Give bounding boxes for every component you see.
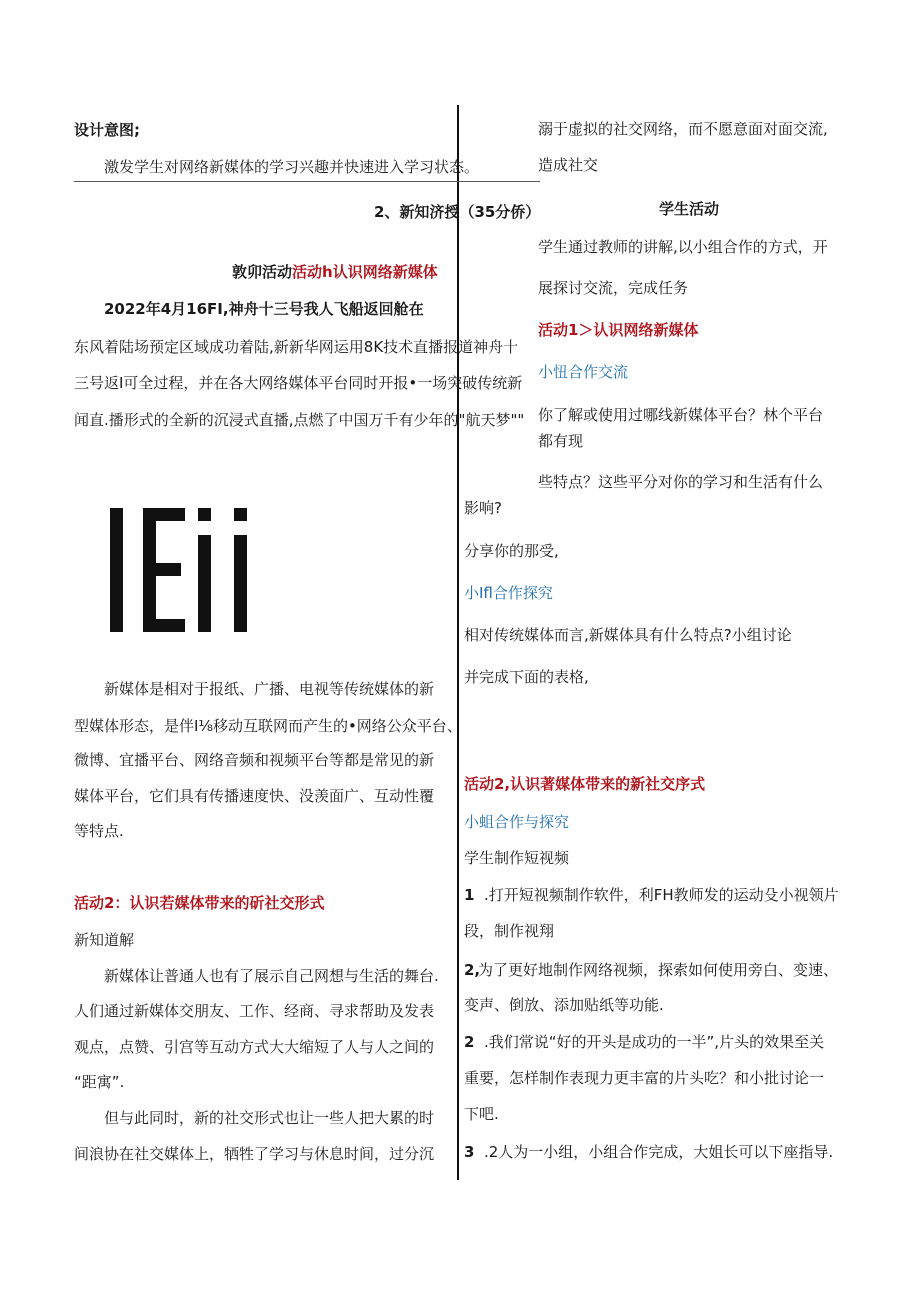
step-line: .我们常说“好的开头是成功的一半”,片头的效果至关	[484, 1033, 825, 1051]
step-line: .2人为一小组，小组合作完成，大姐长可以下座指导.	[484, 1143, 834, 1161]
question-line: 些特点？这些平分对你的学习和生活有什么	[538, 473, 824, 491]
news-line: 三号返I可全过程，并在各大网络媒体平台同时开报•一场突破传统新	[74, 374, 523, 392]
group-cooperate-label: 小蛆合作与探究	[464, 813, 570, 831]
activity1-student-title: 活动1＞认识网络新媒体	[538, 321, 699, 339]
continuation-line: 溺于虚拟的社交网络，而不愿意面对面交流,	[538, 120, 828, 138]
new-knowledge-label: 新知道解	[74, 931, 135, 949]
definition-line: 等特点.	[74, 822, 124, 840]
news-line: 东风着陆场预定区域成功着陆,新新华网运用8K技术直播报道神舟十	[74, 338, 519, 356]
activity2-student-title: 活动2,认识著媒体带来的新社交序式	[464, 775, 706, 793]
teacher-activity-label: 敦卯活动	[232, 263, 293, 281]
step-line: 段，制作视翔	[464, 922, 555, 940]
discuss-line: 并完成下面的表格,	[464, 668, 589, 686]
continuation-line: 造成社交	[538, 156, 599, 174]
group-explore-label: 小Ifl合作探究	[464, 584, 553, 602]
section-divider	[74, 181, 540, 182]
teacher-activity-heading	[232, 262, 438, 282]
step-line: 变声、倒放、添加贴纸等功能.	[464, 996, 664, 1014]
student-activity-line: 学生通过教师的讲解,以小组合作的方式，开	[538, 238, 828, 256]
column-divider	[457, 105, 459, 1180]
student-activity-line: 展探讨交流，完成任务	[538, 279, 689, 297]
student-activity-title: 学生活动	[659, 200, 720, 218]
question-line: 都有现	[538, 432, 584, 450]
make-video-label: 学生制作短视频	[464, 849, 570, 867]
step-line: 下吧.	[464, 1105, 499, 1123]
news-line: 闻直.播形式的全新的沉浸式直播,点燃了中国万千有少年的"航天梦""	[74, 411, 525, 429]
question-line: 影响?	[464, 499, 502, 517]
social-line: “距寓”.	[74, 1073, 125, 1091]
news-logo-image	[110, 508, 255, 632]
step-line: .打开短视频制作软件，利FH教师发的运动殳小视领片	[484, 886, 839, 904]
definition-line: 媒体平台，它们具有传播速度快、没羡面广、互动性覆	[74, 787, 435, 805]
social-line: 人们通过新媒体交朋友、工作、经商、寻求帮助及发表	[74, 1002, 435, 1020]
however-line: 但与此同时，新的社交形式也让一些人把大累的时	[104, 1109, 435, 1127]
activity1-title: 活动h认识网络新媒体	[292, 263, 438, 281]
activity2-title: 活动2：认识若媒体带来的斫社交形式	[74, 894, 325, 912]
step-number: 1	[464, 886, 475, 904]
step-number: 2,	[464, 961, 481, 979]
step-number: 2	[464, 1033, 475, 1051]
social-line: 新媒体让普通人也有了展示自己网想与生活的舞台.	[104, 967, 439, 985]
design-intent-text: 激发学生对网络新媒体的学习兴趣并快速进入学习状态。	[104, 158, 480, 176]
group-exchange-label: 小忸合作交流	[538, 363, 629, 381]
question-line: 你了解或使用过哪线新媒体平台？林个平台	[538, 406, 824, 424]
step-line: 重要，怎样制作表现力更丰富的片头吃？和小批讨论一	[464, 1069, 825, 1087]
definition-line: 型媒体形态，是伴I⅛移动互联网而产生的•网络公众平台、	[74, 717, 462, 735]
social-line: 观点，点赞、引宫等互动方式大大缩短了人与人之间的	[74, 1038, 435, 1056]
definition-line: 微博、宜播平台、网络音频和视频平台等都是常见的新	[74, 751, 435, 769]
share-text: 分享你的那受,	[464, 542, 559, 560]
step-number: 3	[464, 1143, 475, 1161]
section-heading: 2、新知济授（35分侨）	[374, 203, 541, 221]
news-line: 2022年4月16FI,神舟十三号我人飞船返回舱在	[104, 300, 424, 318]
discuss-line: 相对传统媒体而言,新媒体具有什么特点?小组讨论	[464, 626, 792, 644]
however-line: 间浪协在社交媒体上，牺牲了学习与休息时间，过分沉	[74, 1145, 435, 1163]
step-line: 为了更好地制作网络视频，探索如何使用旁白、变速、	[478, 961, 839, 979]
definition-line: 新媒体是相对于报纸、广播、电视等传统媒体的新	[104, 680, 435, 698]
design-intent-title: 设计意图;	[74, 121, 140, 139]
